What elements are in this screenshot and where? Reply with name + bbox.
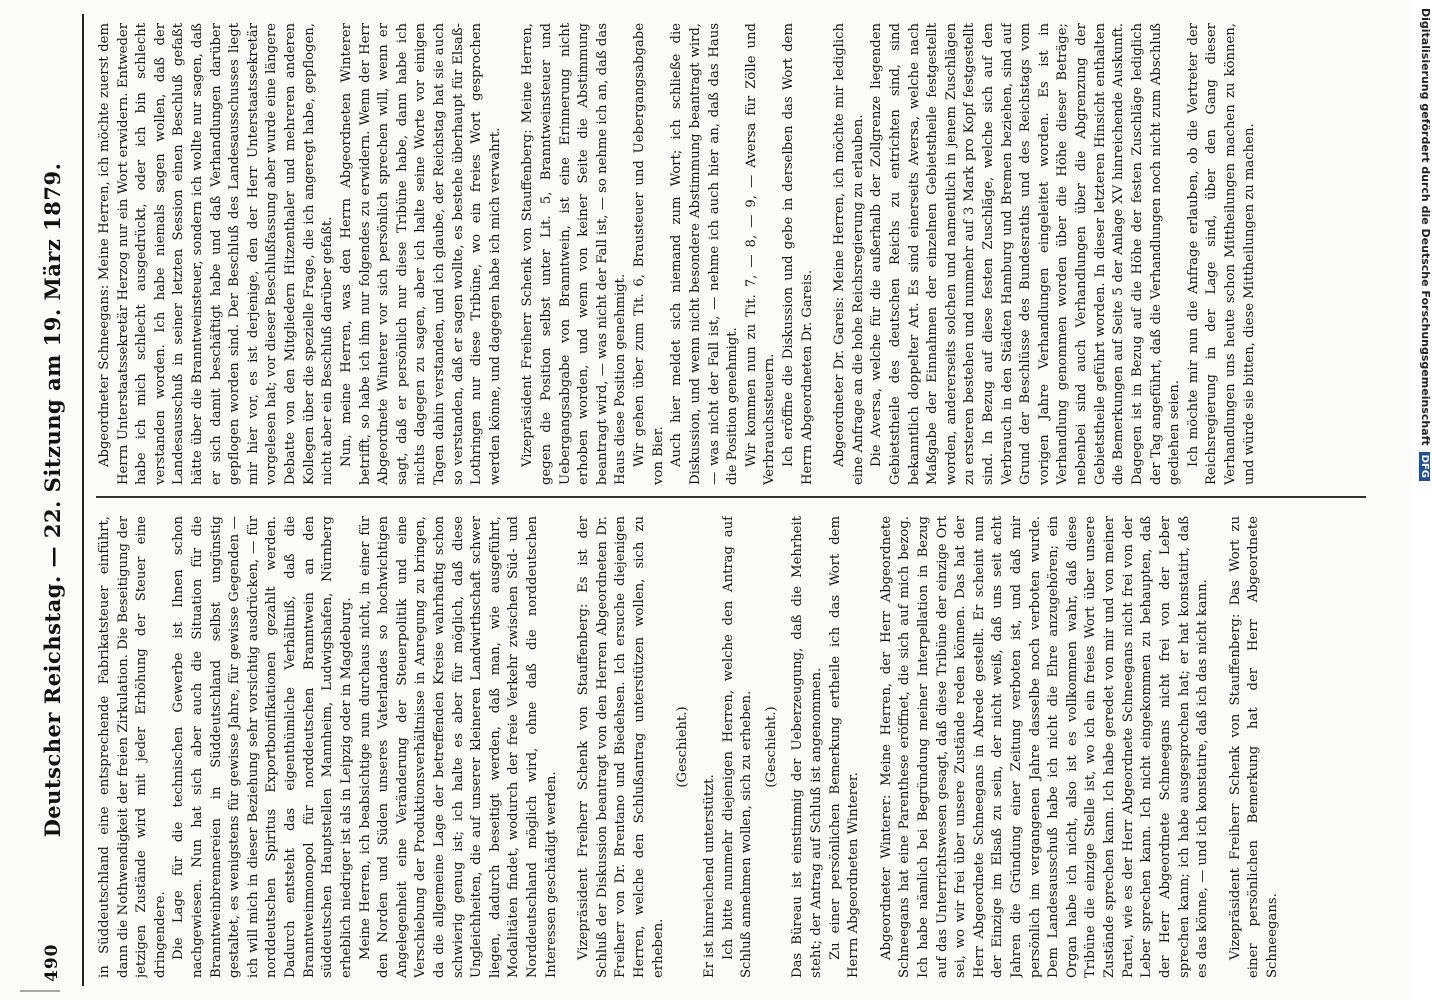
stage-direction: (Geschieht.)	[675, 706, 691, 788]
funding-credit-text: Digitalisierung gefördert durch die Deutsche Forschungsgemeinschaft	[1419, 8, 1432, 446]
running-title: Deutscher Reichstag. — 22. Sitzung am 19. März 1879.	[40, 162, 65, 838]
scan-artifact	[20, 990, 60, 992]
left-column	[96, 516, 1386, 978]
paragraph: Die Aversa, welche für die außerhalb der Zollgrenze liegenden Gebietstheile des deutschen Reichs zu entrichten sind, sind bekanntlich doppelter Art. Es sind einerseits Aversa, welche nach Maßgabe der Einnahmen der einzelnen Gebietstheile festgestellt worden, andererseits solchen und namentlich in jenem Zuschlägen zu ersteren bestehen und nunmehr auf 3 Mark pro Kopf festgestellt sind. In Bezug auf diese festen Zuschläge, welche sich auf den Verbrauch in den Städten Hamburg und Bremen beziehen, sind auf Grund der Beschlüsse des Bundesraths und des Reichstags vom vorigen Jahre Verhandlungen eingeleitet worden. Es ist in Verhandlung genommen worden über die Höhe dieser Beträge; nebenbei sind auch Verhandlungen über die Abgrenzung der Gebietstheile geführt worden. In dieser letzteren Hinsicht enthalten die Bemerkungen auf Seite 5 der Anlage XV hinreichende Auskunft. Dagegen ist in Bezug auf die Höhe der festen Zuschläge lediglich der Tag angeführt, daß die Verhandlungen noch nicht zum Abschluß gediehen seien.	[869, 23, 1183, 485]
dfg-logo: DFG	[1420, 452, 1431, 481]
speech-paragraph: Vizepräsident Freiherr Schenk von Stauffenberg: Es ist der Schluß der Diskussion beantragt von den Herren Abgeordneten Dr. Freiherr von Dr. Brentano und Biedehsen. Ich ersuche diejenigen Herren, welche den Schlußantrag unterstützen wollen, sich zu erheben.	[576, 516, 666, 978]
paragraph: Nun, meine Herren, was den Herrn Abgeordneten Winterer betrifft, so habe ich ihm nur folgendes zu erwidern. Wenn der Herr Abgeordnete Winterer vor sich persönlich sprechen will, wenn er sagt, daß er persönlich nur diese Tribüne habe, dann habe ich nichts dagegen zu sagen, aber ich halte seine Worte vor einigen Tagen dahin verstanden, und ich glaube, der Reichstag hat sie auch so verstanden, daß er sagen wollte, es bestehe überhaupt für Elsaß-Lothringen nur diese Tribüne, wo ein freies Wort gesprochen werden könne, und dagegen habe ich mich verwahrt.	[338, 23, 503, 485]
header-rule	[82, 14, 84, 986]
paragraph: Ich bitte nunmehr diejenigen Herren, welche den Antrag auf Schluß annehmen wollen, sich zu erheben.	[720, 516, 755, 978]
paragraph: Wir gehen über zum Tit. 6, Brausteuer und Uebergangsabgabe von Bier.	[632, 23, 666, 485]
paragraph: Auch hier meldet sich niemand zum Wort; ich schließe die Diskussion, und wenn nicht besondere Abstimmung beantragt wird, — was nicht der Fall ist, — nehme ich auch hier an, daß das Haus die Position genehmigt.	[669, 23, 741, 485]
page-number: 490	[42, 943, 62, 982]
page-header	[38, 0, 72, 1000]
paragraph: Zu einer persönlichen Bemerkung ertheile ich das Wort dem Herrn Abgeordneten Winterer.	[827, 516, 862, 978]
paragraph: Meine Herren, ich beabsichtige nun durchaus nicht, in einer für den Norden und Süden unseres Vaterlandes so hochwichtigen Angelegenheit eine Veränderung der Steuerpolitik und eine Verschiebung der Produktionsverhältnisse in Anregung zu bringen, da die allgemeine Lage der betreffenden Kreise wahrhaftig schon schwierig genug ist; ich halte es aber für möglich, daß diese Ungleichheiten, die auf unserer kleineren Landwirthschaft schwer liegen, dadurch beseitigt werden, daß man, wie ausgeführt, Modalitäten findet, wodurch der freie Verkehr zwischen Süd- und Norddeutschland möglich wird, ohne daß die norddeutschen Interessen geschädigt werden.	[357, 516, 559, 978]
right-column	[96, 23, 1386, 485]
paragraph: Das Büreau ist einstimmig der Ueberzeugung, daß die Mehrheit steht; der Antrag auf Schluß ist angenommen.	[790, 516, 824, 978]
funding-credit	[1414, 8, 1432, 908]
speech-paragraph: Abgeordneter Dr. Gareis: Meine Herren, ich möchte mir lediglich eine Anfrage an die hohe Reichsregierung zu erlauben.	[832, 23, 866, 485]
paragraph: Ich eröffne die Diskussion und gebe in derselben das Wort dem Herrn Abgeordneten Dr. Gareis.	[780, 23, 815, 485]
stage-direction: (Geschieht.)	[763, 706, 779, 788]
speech-paragraph: Abgeordneter Schneegans: Meine Herren, ich möchte zuerst dem Herrn Unterstaatssekretär Herzog nur ein Wort erwidern. Entweder habe ich mich schlecht ausgedrückt, oder ich bin schlecht verstanden worden. Ich habe niemals sagen wollen, daß der Landesausschuß in seiner letzten Session einen Beschluß gefaßt hätte über die Branntweinsteuer, sondern ich wollte nur sagen, daß er sich damit beschäftigt habe und daß Verhandlungen darüber gepflogen worden sind. Der Beschluß des Landesausschusses liegt mir hier vor, es ist derjenige, den der Herr Unterstaatssekretär vorgelesen hat; vor dieser Beschlußfassung aber wurde eine längere Debatte von den Mitgliedern Hitzenthaler und mehreren anderen Kollegen über die spezielle Frage, die ich angeregt habe, gepflogen, nicht aber ein Beschluß darüber gefaßt.	[97, 23, 336, 485]
speech-paragraph: Abgeordneter Winterer: Meine Herren, der Herr Abgeordnete Schneegans hat eine Parenthese eröffnet, die sich auf mich bezog. Ich habe nämlich bei Begründung meiner Interpellation in Bezug auf das Unterrichtswesen gesagt, daß diese Tribüne der einzige Ort sei, wo wir frei über unsere Zustände reden können. Das hat der Herr Abgeordnete Schneegans in Abrede gestellt. Er scheint nun der Einzige im Elsaß zu sein, der nicht weiß, daß uns seit acht Jahren die Gründung einer Zeitung verboten ist, und daß mir persönlich im vergangenen Jahre dasselbe noch verboten wurde. Dem Landesausschuß habe ich nicht die Ehre anzugehören; ein Organ habe ich nicht, also ist es vollkommen wahr, daß diese Tribüne die einzige Stelle ist, wo ich ein freies Wort über unsere Zustände sprechen kann. Ich habe geredet von mir und von meiner Partei, wie es der Herr Abgeordnete Schneegans nicht frei von der Leber sprechen kann. Ich nicht eingekommen zu behaupten, daß der Herr Abgeordnete Schneegans nicht frei von der Leber sprechen kann; ich habe ausgesprochen hat; er hat konstatirt, daß es das könne, — und ich konstatire, daß ich das nicht kann.	[878, 516, 1211, 978]
speech-paragraph: Vizepräsident Freiherr Schenk von Stauffenberg: Das Wort zu einer persönlichen Bemerkung hat der Herr Abgeordnete Schneegans.	[1227, 516, 1280, 978]
paragraph: Ich möchte mir nun die Anfrage erlauben, ob die Vertreter der Reichsregierung in der Lage sind, über den Gang dieser Verhandlungen uns heute schon Mittheilungen machen zu können, und würde sie bitten, diese Mittheilungen zu machen.	[1185, 23, 1257, 485]
paragraph: Er ist hinreichend unterstützt.	[701, 774, 717, 978]
paragraph: in Süddeutschland eine entsprechende Fabrikatsteuer einführt, dann die Nothwendigkeit der freien Zirkulation. Die Beseitigung der jetzigen Zustände wird mit jeder Erhöhung der Steuer eine dringendere.	[97, 516, 168, 978]
column-divider	[96, 496, 1366, 498]
speech-paragraph: Vizepräsident Freiherr Schenk von Stauffenberg: Meine Herren, gegen die Position selbst unter Lit. 5, Branntweinsteuer und Uebergangsabgabe von Branntwein, ist eine Erinnerung nicht erhoben worden, und wenn von keiner Seite die Abstimmung beantragt wird, — was nicht der Fall ist, — so nehme ich an, daß das Haus diese Position genehmigt.	[520, 23, 629, 485]
paragraph: Wir kommen nun zu Tit. 7, — 8, — 9, — Aversa für Zölle und Verbrauchssteuern.	[743, 23, 778, 485]
paragraph: Die Lage für die technischen Gewerbe ist Ihnen schon nachgewiesen. Nun hat sich aber auch die Situation für die Branntweinbrennereien in Süddeutschland selbst ungünstig gestaltet, es wenigstens für gewisse Jahre, für gewisse Gegenden — ich will mich in dieser Beziehung sehr vorsichtig ausdrücken, — für norddeutschen Spiritus Exportbonifikationen gezahlt werden. Dadurch entsteht das eigenthümliche Verhältniß, daß die Branntweinmonopol für norddeutschen Branntwein an den süddeutschen Hauptstellen Mannheim, Ludwigshafen, Nürnberg erheblich niedriger ist als in Leipzig oder in Magdeburg.	[171, 516, 354, 978]
